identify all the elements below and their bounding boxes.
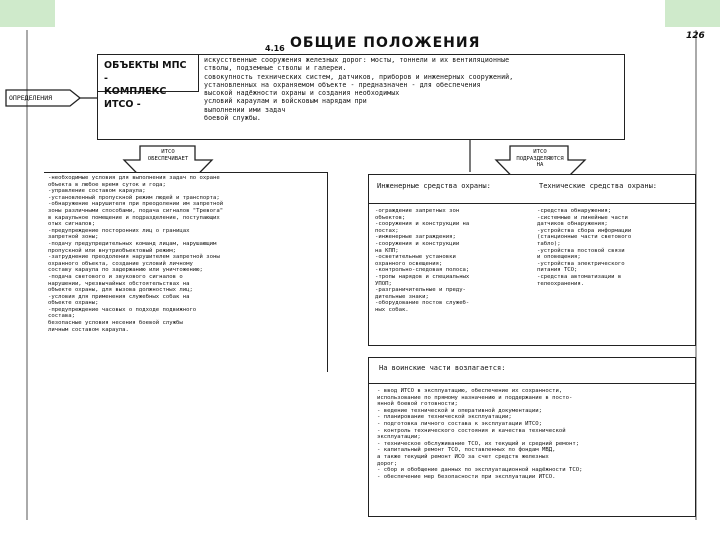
list-item: -устройства постовой связи xyxy=(537,247,625,254)
list-item: -необходимые условия для выполнения задач по охране xyxy=(48,175,220,181)
list-item: -разграничительные и преду- xyxy=(375,287,466,294)
definition-line: высокой надёжности охраны и создания необходимых xyxy=(204,89,400,98)
military-box xyxy=(368,357,696,517)
list-item: -сооружения и конструкции xyxy=(375,240,460,247)
definition-line: установленных на охраняемом объекте - предназначен - для обеспечения xyxy=(204,80,481,89)
list-item: янной боевой готовности; xyxy=(377,401,458,408)
list-item: охранного освещения; xyxy=(375,260,443,267)
list-item: -подача светового и звукового сигналов о xyxy=(48,273,183,280)
list-item: в караульное помещение и подразделение, поступающих xyxy=(48,214,220,221)
list-item: пропускной или внутриобъектовый режим; xyxy=(48,247,176,254)
list-item: УПОП; xyxy=(375,280,392,287)
list-item: - капитальный ремонт ТСО, поставленных по фондам МВД, xyxy=(377,447,556,454)
list-item: - техническое обслуживание ТСО, их текущий и средний ремонт; xyxy=(377,440,580,447)
technical-header: Технические средства охраны: xyxy=(531,175,695,204)
list-item: - подготовка личного состава к эксплуатации ИТСО; xyxy=(377,420,543,427)
list-item: - контроль технического состояния и качества технической xyxy=(377,427,566,434)
list-item: отых сигналов; xyxy=(48,221,96,228)
list-item: -предупреждение посторонних лиц о границах xyxy=(48,227,190,234)
list-item: -обнаружение нарушителя при преодолении им запретной xyxy=(48,201,224,208)
list-item: - обеспечение мер безопасности при эксплуатации ИТСО. xyxy=(377,473,556,480)
list-item: постах; xyxy=(375,227,399,234)
list-item: датчиков обнаружения; xyxy=(537,221,608,228)
list-item: объекте охраны; xyxy=(48,300,99,307)
list-item: (станционные части светового xyxy=(537,234,632,241)
list-item: - планирование технической эксплуатации; xyxy=(377,414,512,421)
list-item: безопасные условия несения боевой службы xyxy=(48,320,183,327)
section-label: 4.16 xyxy=(265,44,285,53)
list-item: - ведение технической и оперативной документации; xyxy=(377,407,543,414)
list-item: личным составом караула. xyxy=(48,326,129,333)
list-item: и оповещения; xyxy=(537,254,581,261)
list-item: ных собак. xyxy=(375,306,409,313)
list-item: -подачу предупредительных команд лицам, нарушающим xyxy=(48,240,217,247)
definition-line: совокупность технических систем, датчиков, приборов и инженерных сооружений, xyxy=(204,72,514,81)
list-item: эксплуатации; xyxy=(377,434,421,441)
list-item: -системные и линейные части xyxy=(537,214,628,221)
definition-line: условий караулам и войсковым нарядам при xyxy=(204,97,367,106)
list-item: -предупреждение часовых о подходе подвижного xyxy=(48,306,197,313)
military-list xyxy=(369,384,695,480)
provides-list xyxy=(48,175,323,333)
list-item: -затруднение преодоления нарушителем запретной зоны xyxy=(48,254,220,261)
definition-line: искусственные сооружения железных дорог: мосты, тоннели и их вентиляционные xyxy=(204,56,510,64)
list-item: дорог; xyxy=(377,460,398,467)
objects-line-1: ОБЪЕКТЫ МПС - xyxy=(104,60,187,84)
list-item: на КПП; xyxy=(375,247,399,254)
list-item: -тропы нарядов и специальных xyxy=(375,273,470,280)
objects-line-2: КОМПЛЕКС ИТСО - xyxy=(104,86,167,110)
list-item: объекта в любое время суток и года; xyxy=(48,181,166,188)
engineering-box xyxy=(368,174,532,346)
definition-line: выполнении ими задач xyxy=(204,105,286,114)
list-item: -контрольно-следовая полоса; xyxy=(375,267,470,274)
right-arrow-label: ИТСО ПОДРАЗДЕЛЯЮТСЯ НА xyxy=(516,149,564,169)
list-item: -ограждение запретных зон xyxy=(375,208,460,214)
list-item: -установленный пропускной режим людей и транспорта; xyxy=(48,194,220,201)
list-item: -устройства электрического xyxy=(537,260,625,267)
definition-line: стволы, подземные стволы и галереи. xyxy=(204,64,347,73)
list-item: использование по прямому назначению и поддержание в посто- xyxy=(377,394,573,401)
military-header: На воинские части возлагается: xyxy=(369,358,695,384)
list-item: объекте охраны, для вызова должностных лиц; xyxy=(48,287,193,294)
definition-line: боевой службы. xyxy=(204,114,261,123)
list-item: составу караула по задержанию или уничтожению; xyxy=(48,267,203,274)
list-item: -осветительные установки xyxy=(375,254,456,261)
list-item: табло); xyxy=(537,240,561,247)
list-item: объектов; xyxy=(375,214,406,221)
list-item: - ввод ИТСО в эксплуатацию, обеспечение их сохранности, xyxy=(377,388,563,394)
list-item: телеохранения. xyxy=(537,280,585,287)
list-item: -сооружения и конструкции на xyxy=(375,221,470,228)
definitions-arrow-label: ОПРЕДЕЛЕНИЯ xyxy=(9,94,53,102)
definitions-text xyxy=(204,56,624,122)
list-item: дительные знаки; xyxy=(375,293,429,300)
engineering-list xyxy=(369,204,531,314)
list-item: зоны различными способами, подача сигналов "Тревога" xyxy=(48,207,224,214)
list-item: -оборудование постов служеб- xyxy=(375,300,470,307)
technical-box xyxy=(531,174,696,346)
list-item: питания ТСО; xyxy=(537,267,578,274)
list-item: состава; xyxy=(48,313,75,320)
provides-box xyxy=(44,172,328,372)
list-item: нарушении, чрезвычайных обстоятельствах на xyxy=(48,280,190,287)
list-item: охранного объекта, создание условий личному xyxy=(48,260,193,267)
page-title: ОБЩИЕ ПОЛОЖЕНИЯ xyxy=(290,35,481,51)
list-item: -инженерные заграждения; xyxy=(375,234,456,241)
list-item: -устройства сбора информации xyxy=(537,227,632,234)
list-item: -средства автоматизации в xyxy=(537,273,622,280)
list-item: -условия для применения служебных собак на xyxy=(48,293,190,300)
list-item: а также текущий ремонт ИСО за счет средств железных xyxy=(377,453,549,460)
list-item: -управление составом караула; xyxy=(48,188,146,195)
technical-list xyxy=(531,204,695,287)
list-item: - сбор и обобщение данных по эксплуатационной надёжности ТСО; xyxy=(377,467,583,474)
engineering-header: Инженерные средства охраны: xyxy=(369,175,531,204)
list-item: запретной зоны; xyxy=(48,234,99,241)
slide-number: 126 xyxy=(686,31,705,41)
list-item: -средства обнаружения; xyxy=(537,208,612,214)
left-arrow-label: ИТСО ОБЕСПЕЧИВАЕТ xyxy=(147,149,189,162)
